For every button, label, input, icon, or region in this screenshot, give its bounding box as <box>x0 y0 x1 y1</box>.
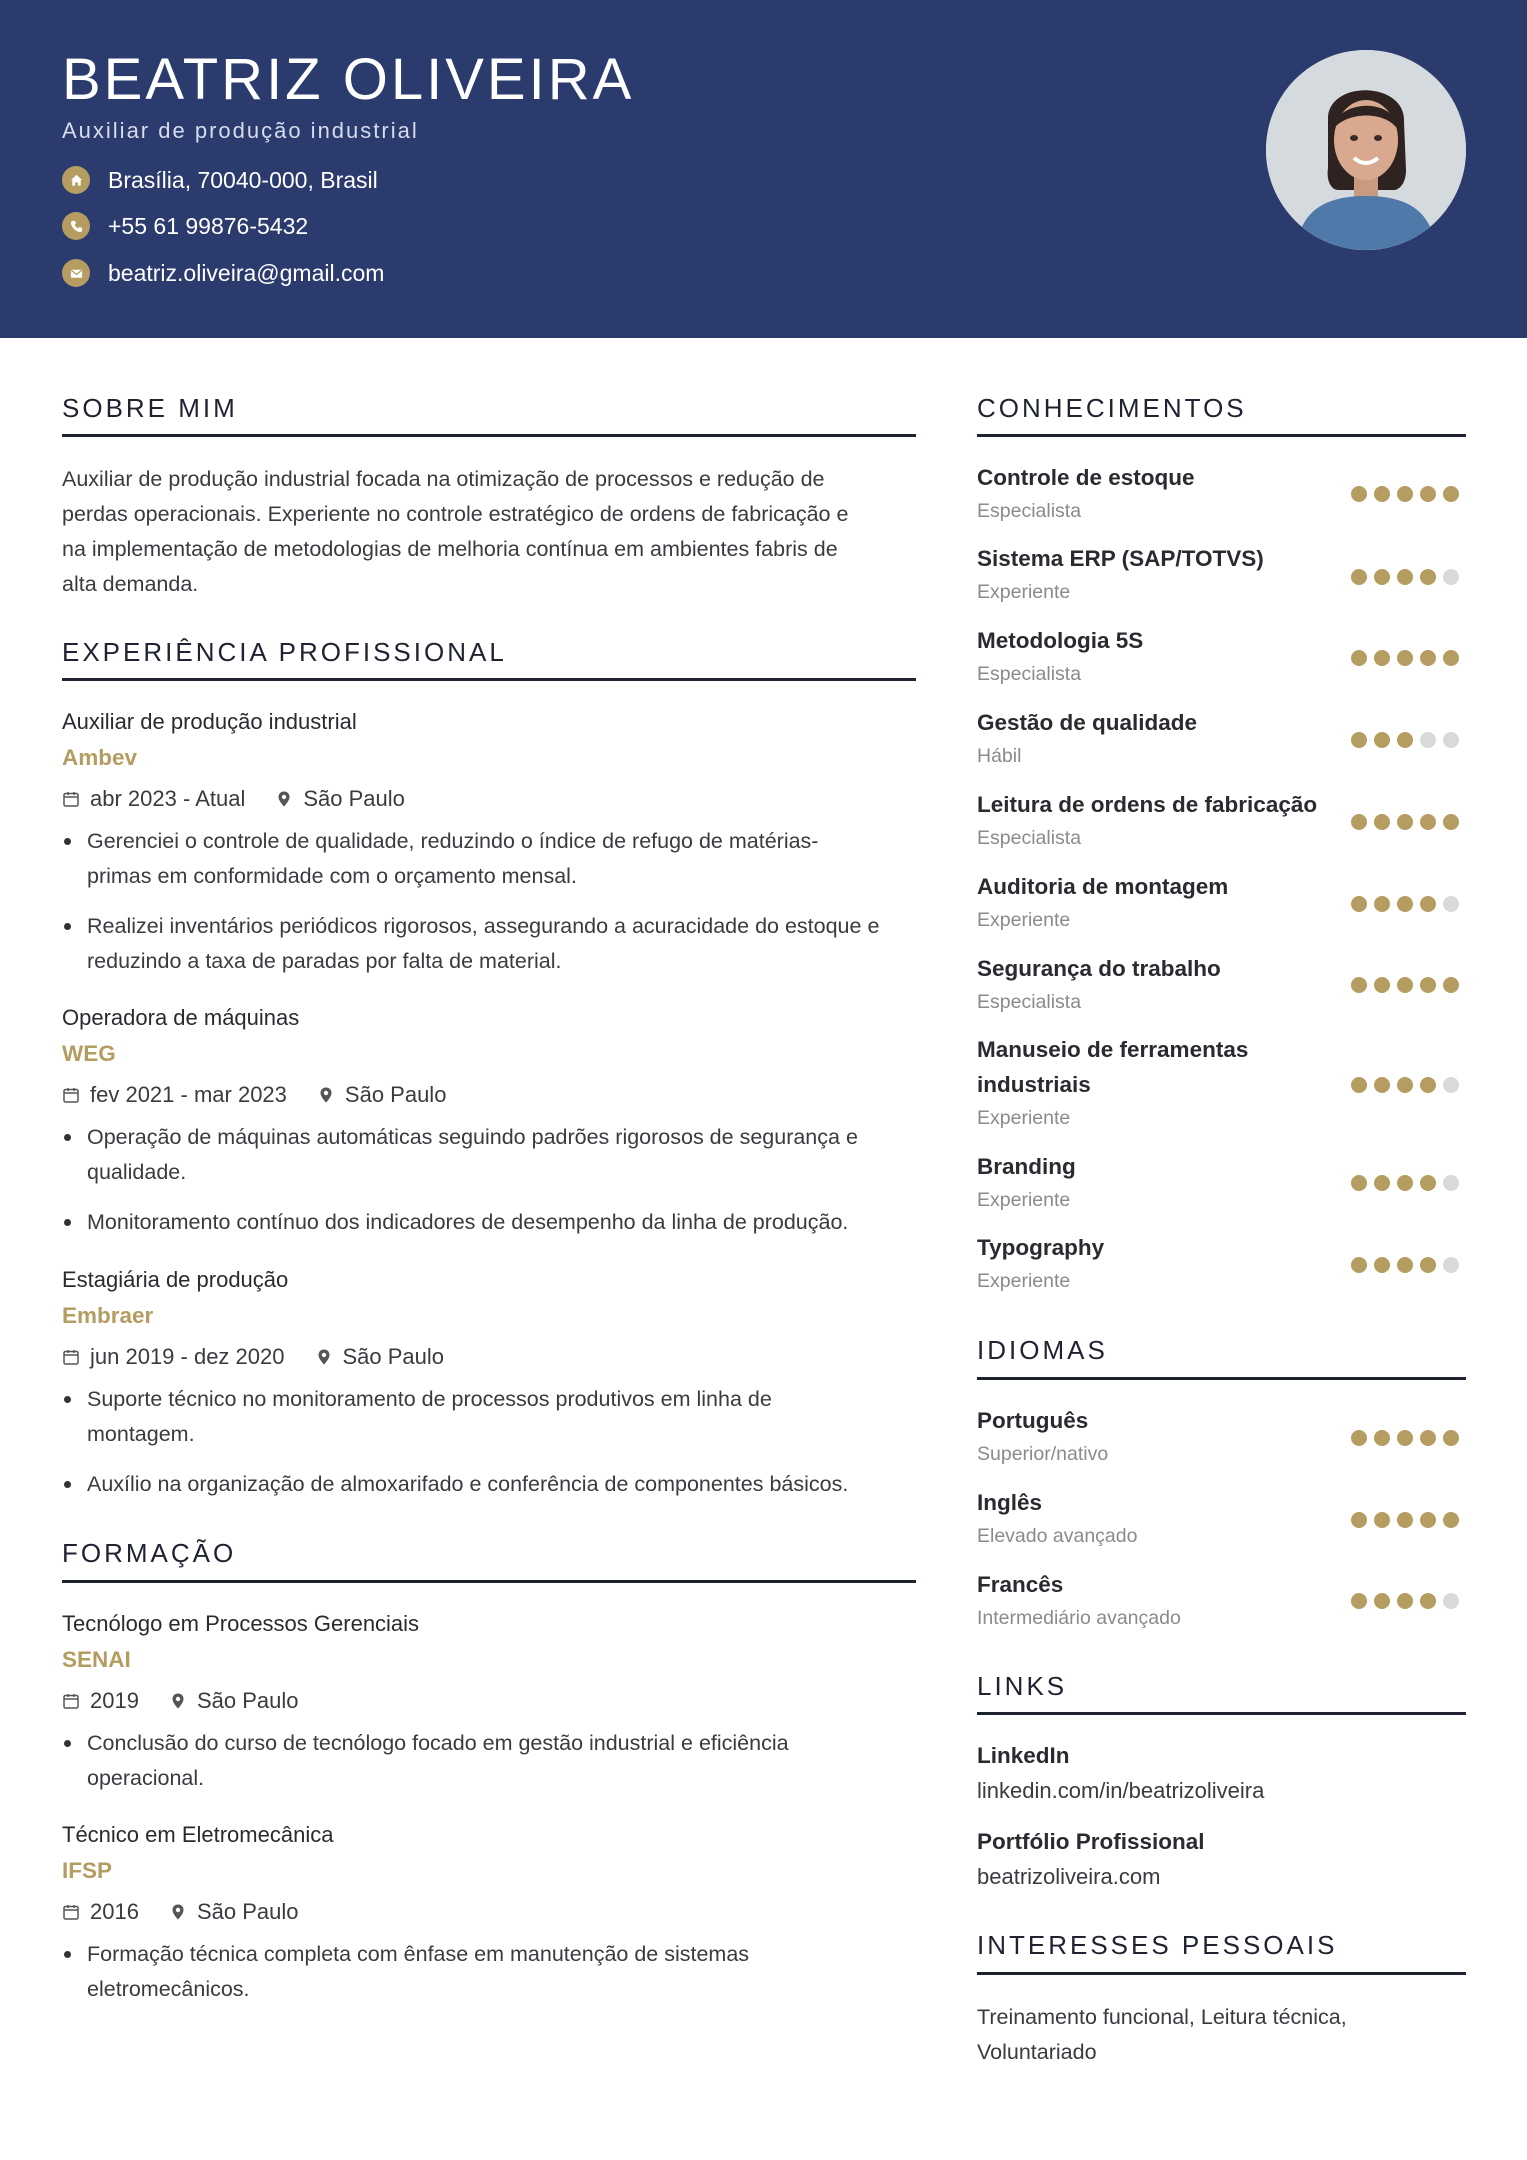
skill-rating <box>1351 1257 1466 1273</box>
interests-text <box>977 2000 1477 2070</box>
job-dates: jun 2019 - dez 2020 <box>90 1344 285 1369</box>
skill-name: Metodologia 5S <box>977 628 1144 653</box>
bullet-line: Conclusão do curso de tecnólogo focado em gestão industrial e eficiência <box>87 1731 789 1755</box>
bullet-line: eletromecânicos. <box>87 1977 250 2001</box>
bullet-line: Realizei inventários periódicos rigorosos, assegurando a acuracidade do estoque e <box>87 914 880 938</box>
rating-dot-filled <box>1351 1077 1367 1093</box>
rating-dot-filled <box>1374 1257 1390 1273</box>
email-icon <box>62 259 90 287</box>
job-dates: abr 2023 - Atual <box>90 786 246 811</box>
rating-dot-filled <box>1420 896 1436 912</box>
job-location: São Paulo <box>342 1344 445 1369</box>
address-text: Brasília, 70040-000, Brasil <box>108 166 378 193</box>
rating-dot-filled <box>1351 977 1367 993</box>
interests-line: Treinamento funcional, Leitura técnica, <box>977 2005 1347 2029</box>
rating-dot-filled <box>1420 569 1436 585</box>
location-pin-icon <box>315 1348 333 1366</box>
rating-dot-empty <box>1443 1593 1459 1609</box>
section-title-skills: CONHECIMENTOS <box>977 393 1247 423</box>
rating-dot-filled <box>1397 650 1413 666</box>
skill-name-continued: industriais <box>977 1072 1091 1097</box>
bullet-line: operacional. <box>87 1766 205 1790</box>
profile-photo <box>1266 50 1466 250</box>
rating-dot-filled <box>1351 1257 1367 1273</box>
education-meta <box>62 1688 298 1714</box>
skill-level: Experiente <box>977 581 1071 603</box>
rating-dot-filled <box>1397 1593 1413 1609</box>
rating-dot-filled <box>1397 977 1413 993</box>
rating-dot-filled <box>1420 486 1436 502</box>
rating-dot-filled <box>1397 486 1413 502</box>
education-degree: Tecnólogo em Processos Gerenciais <box>62 1611 420 1636</box>
rating-dot-filled <box>1397 569 1413 585</box>
link-label-portfolio: Portfólio Profissional <box>977 1829 1205 1854</box>
section-title-interests: INTERESSES PESSOAIS <box>977 1930 1338 1960</box>
rating-dot-filled <box>1374 650 1390 666</box>
rating-dot-filled <box>1351 569 1367 585</box>
skill-rating <box>1351 814 1466 830</box>
job-dates: fev 2021 - mar 2023 <box>90 1082 287 1107</box>
skill-level: Experiente <box>977 1270 1071 1292</box>
email-text: beatriz.oliveira@gmail.com <box>108 259 385 286</box>
candidate-name: BEATRIZ OLIVEIRA <box>62 47 635 112</box>
skill-name: Typography <box>977 1235 1105 1260</box>
bullet-line: Auxílio na organização de almoxarifado e conferência de componentes básicos. <box>87 1472 849 1496</box>
skill-name: Segurança do trabalho <box>977 956 1221 981</box>
section-title-links: LINKS <box>977 1671 1068 1701</box>
skill-rating <box>1351 896 1466 912</box>
rating-dot-filled <box>1397 1175 1413 1191</box>
skill-level: Experiente <box>977 1107 1071 1129</box>
job-meta <box>62 786 405 812</box>
language-level: Superior/nativo <box>977 1443 1109 1465</box>
rating-dot-empty <box>1443 1077 1459 1093</box>
job-location: São Paulo <box>303 786 405 811</box>
section-divider <box>977 1712 1466 1715</box>
rating-dot-filled <box>1374 569 1390 585</box>
skill-name: Auditoria de montagem <box>977 874 1229 899</box>
rating-dot-filled <box>1420 1257 1436 1273</box>
rating-dot-filled <box>1397 1077 1413 1093</box>
education-school: SENAI <box>62 1647 131 1672</box>
language-rating <box>1351 1512 1466 1528</box>
rating-dot-filled <box>1420 1512 1436 1528</box>
job-meta <box>62 1344 444 1370</box>
rating-dot-filled <box>1443 486 1459 502</box>
job-bullet <box>62 1120 922 1190</box>
rating-dot-filled <box>1420 1175 1436 1191</box>
interests-line: Voluntariado <box>977 2040 1097 2064</box>
rating-dot-empty <box>1443 732 1459 748</box>
skill-rating <box>1351 486 1466 502</box>
rating-dot-empty <box>1443 569 1459 585</box>
rating-dot-filled <box>1351 1430 1367 1446</box>
skill-name: Leitura de ordens de fabricação <box>977 792 1318 817</box>
about-line: alta demanda. <box>62 572 199 596</box>
skill-level: Especialista <box>977 827 1082 849</box>
rating-dot-filled <box>1351 486 1367 502</box>
rating-dot-filled <box>1420 977 1436 993</box>
education-school: IFSP <box>62 1858 113 1883</box>
education-bullet <box>62 1937 922 2007</box>
job-subtitle: Auxiliar de produção industrial <box>62 118 419 143</box>
about-line: Auxiliar de produção industrial focada na otimização de processos e redução de <box>62 467 825 491</box>
section-title-languages: IDIOMAS <box>977 1335 1108 1365</box>
language-name: Português <box>977 1408 1089 1433</box>
language-level: Intermediário avançado <box>977 1607 1181 1629</box>
rating-dot-filled <box>1374 977 1390 993</box>
section-divider <box>977 1972 1466 1975</box>
rating-dot-filled <box>1351 814 1367 830</box>
rating-dot-filled <box>1374 896 1390 912</box>
job-role: Operadora de máquinas <box>62 1005 300 1030</box>
language-rating <box>1351 1593 1466 1609</box>
rating-dot-filled <box>1374 732 1390 748</box>
rating-dot-empty <box>1443 1175 1459 1191</box>
skill-rating <box>1351 732 1466 748</box>
contact-phone[interactable] <box>62 209 308 243</box>
rating-dot-empty <box>1420 732 1436 748</box>
skill-name: Gestão de qualidade <box>977 710 1198 735</box>
rating-dot-filled <box>1420 650 1436 666</box>
language-name: Francês <box>977 1572 1064 1597</box>
job-bullet <box>62 1382 922 1452</box>
language-rating <box>1351 1430 1466 1446</box>
skill-rating <box>1351 1175 1466 1191</box>
skill-rating <box>1351 650 1466 666</box>
bullet-line: montagem. <box>87 1422 195 1446</box>
rating-dot-filled <box>1397 814 1413 830</box>
rating-dot-filled <box>1374 486 1390 502</box>
skill-name: Branding <box>977 1154 1076 1179</box>
calendar-icon <box>62 1692 80 1710</box>
rating-dot-filled <box>1420 1593 1436 1609</box>
job-bullet <box>62 824 922 894</box>
bullet-line: Suporte técnico no monitoramento de processos produtivos em linha de <box>87 1387 772 1411</box>
rating-dot-filled <box>1351 896 1367 912</box>
section-divider <box>977 1377 1466 1380</box>
job-bullet <box>62 1467 922 1502</box>
rating-dot-filled <box>1420 1077 1436 1093</box>
phone-icon <box>62 212 90 240</box>
about-text <box>62 462 942 602</box>
calendar-icon <box>62 1086 80 1104</box>
bullet-line: Monitoramento contínuo dos indicadores de desempenho da linha de produção. <box>87 1210 849 1234</box>
rating-dot-filled <box>1374 1430 1390 1446</box>
phone-text: +55 61 99876-5432 <box>108 212 309 239</box>
skill-level: Especialista <box>977 663 1082 685</box>
rating-dot-filled <box>1351 732 1367 748</box>
contact-address <box>62 163 378 197</box>
education-year: 2016 <box>90 1899 139 1924</box>
rating-dot-filled <box>1420 814 1436 830</box>
location-pin-icon <box>169 1692 187 1710</box>
skill-rating <box>1351 569 1466 585</box>
location-pin-icon <box>317 1086 335 1104</box>
skill-name: Controle de estoque <box>977 465 1195 490</box>
bullet-line: qualidade. <box>87 1160 187 1184</box>
rating-dot-filled <box>1443 977 1459 993</box>
home-icon <box>62 166 90 194</box>
rating-dot-filled <box>1443 1430 1459 1446</box>
education-bullet <box>62 1726 922 1796</box>
rating-dot-filled <box>1351 1512 1367 1528</box>
bullet-line: Formação técnica completa com ênfase em manutenção de sistemas <box>87 1942 750 1966</box>
section-divider <box>62 678 916 681</box>
bullet-line: Operação de máquinas automáticas seguindo padrões rigorosos de segurança e <box>87 1125 858 1149</box>
education-year: 2019 <box>90 1688 139 1713</box>
section-title-education: FORMAÇÃO <box>62 1538 237 1568</box>
about-line: na implementação de metodologias de melhoria contínua em ambientes fabris de <box>62 537 838 561</box>
education-degree: Técnico em Eletromecânica <box>62 1822 334 1847</box>
job-role: Estagiária de produção <box>62 1267 289 1292</box>
skill-rating <box>1351 1077 1466 1093</box>
section-title-experience: EXPERIÊNCIA PROFISSIONAL <box>62 637 507 667</box>
section-divider <box>62 1580 916 1583</box>
skill-level: Especialista <box>977 500 1082 522</box>
job-company: Ambev <box>62 745 138 770</box>
job-meta <box>62 1082 446 1108</box>
skill-level: Hábil <box>977 745 1022 767</box>
bullet-line: primas em conformidade com o orçamento mensal. <box>87 864 577 888</box>
section-divider <box>62 434 916 437</box>
section-divider <box>977 434 1466 437</box>
rating-dot-filled <box>1374 1512 1390 1528</box>
rating-dot-filled <box>1397 1430 1413 1446</box>
rating-dot-filled <box>1374 1593 1390 1609</box>
link-url-linkedin[interactable]: linkedin.com/in/beatrizoliveira <box>977 1778 1265 1803</box>
rating-dot-filled <box>1443 1512 1459 1528</box>
calendar-icon <box>62 790 80 808</box>
rating-dot-filled <box>1443 814 1459 830</box>
contact-email[interactable] <box>62 256 384 290</box>
rating-dot-filled <box>1397 1257 1413 1273</box>
job-company: Embraer <box>62 1303 154 1328</box>
section-title-about: SOBRE MIM <box>62 393 238 423</box>
skill-level: Experiente <box>977 909 1071 931</box>
job-bullet <box>62 1205 922 1240</box>
skill-level: Especialista <box>977 991 1082 1013</box>
location-pin-icon <box>275 790 293 808</box>
link-label-linkedin: LinkedIn <box>977 1743 1070 1768</box>
language-name: Inglês <box>977 1490 1043 1515</box>
calendar-icon <box>62 1348 80 1366</box>
job-bullet <box>62 909 922 979</box>
skill-name: Manuseio de ferramentas <box>977 1037 1249 1062</box>
rating-dot-filled <box>1443 650 1459 666</box>
rating-dot-empty <box>1443 896 1459 912</box>
job-location: São Paulo <box>344 1082 447 1107</box>
job-company: WEG <box>62 1041 116 1066</box>
bullet-line: Gerenciei o controle de qualidade, reduzindo o índice de refugo de matérias- <box>87 829 819 853</box>
rating-dot-filled <box>1351 1593 1367 1609</box>
header-banner <box>0 0 1527 338</box>
calendar-icon <box>62 1903 80 1921</box>
skill-name: Sistema ERP (SAP/TOTVS) <box>977 546 1264 571</box>
location-pin-icon <box>169 1903 187 1921</box>
skill-level: Experiente <box>977 1189 1071 1211</box>
rating-dot-filled <box>1374 1175 1390 1191</box>
rating-dot-filled <box>1397 1512 1413 1528</box>
rating-dot-filled <box>1351 1175 1367 1191</box>
education-location: São Paulo <box>196 1899 299 1924</box>
about-line: perdas operacionais. Experiente no controle estratégico de ordens de fabricação e <box>62 502 849 526</box>
rating-dot-filled <box>1374 814 1390 830</box>
rating-dot-filled <box>1420 1430 1436 1446</box>
language-level: Elevado avançado <box>977 1525 1138 1547</box>
skill-rating <box>1351 977 1466 993</box>
education-location: São Paulo <box>196 1688 299 1713</box>
rating-dot-empty <box>1443 1257 1459 1273</box>
job-role: Auxiliar de produção industrial <box>62 709 357 734</box>
rating-dot-filled <box>1397 732 1413 748</box>
rating-dot-filled <box>1351 650 1367 666</box>
link-url-portfolio[interactable]: beatrizoliveira.com <box>977 1864 1161 1889</box>
rating-dot-filled <box>1374 1077 1390 1093</box>
education-meta <box>62 1899 298 1925</box>
bullet-line: reduzindo a taxa de paradas por falta de material. <box>87 949 562 973</box>
rating-dot-filled <box>1397 896 1413 912</box>
